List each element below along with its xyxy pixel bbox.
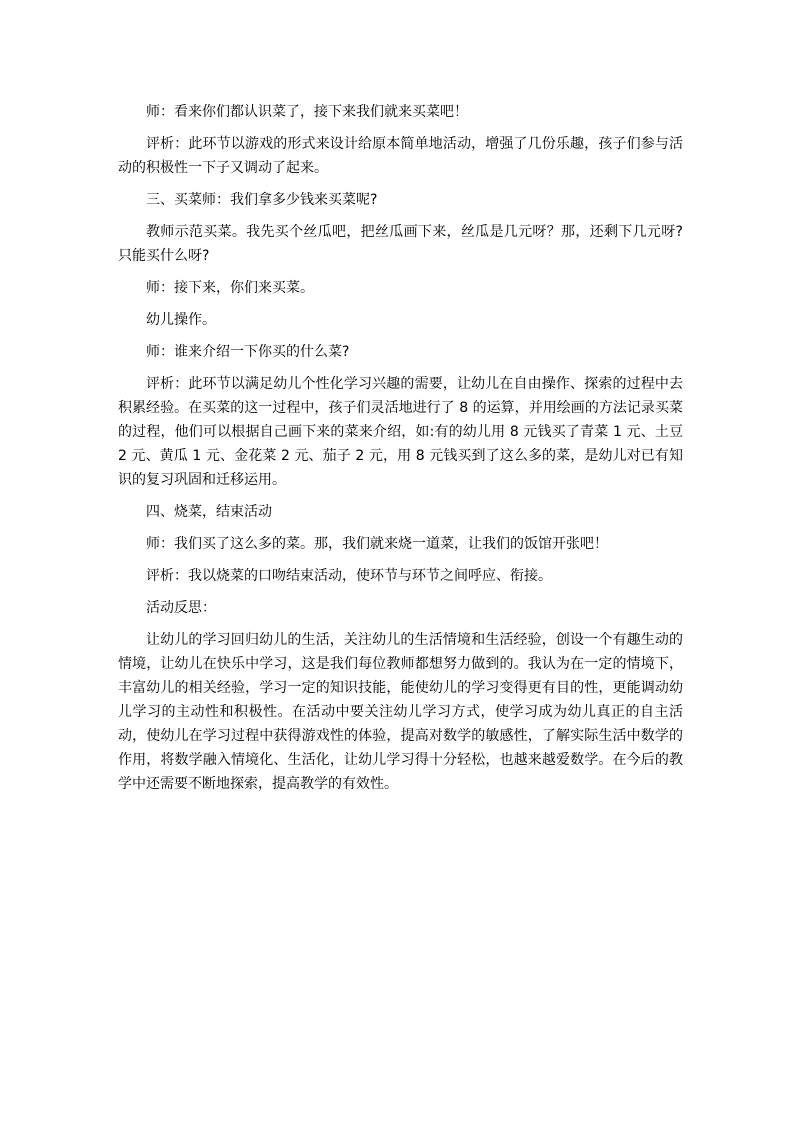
paragraph-teacher-buy-vegetables: 师：看来你们都认识菜了，接下来我们就来买菜吧！ — [146, 104, 468, 120]
paragraph-teacher-demo: 教师示范买菜。我先买个丝瓜吧，把丝瓜画下来，丝瓜是几元呀？那，还剩下几元呀?只能买什么呀? — [118, 224, 683, 264]
paragraph-teacher-next: 师：接下来，你们来买菜。 — [146, 280, 314, 296]
section-heading-reflection: 活动反思： — [146, 600, 216, 616]
paragraph-comment-game: 评析：此环节以游戏的形式来设计给原本简单地活动，增强了几份乐趣，孩子们参与活动的积极性一下子又调动了起来。 — [118, 136, 683, 176]
section-heading-cook: 四、烧菜，结束活动 — [146, 504, 272, 520]
paragraph-child-operation: 幼儿操作。 — [146, 312, 216, 328]
document-page — [118, 100, 683, 804]
paragraph-comment-operation: 评析：此环节以满足幼儿个性化学习兴趣的需要，让幼儿在自由操作、探索的过程中去积累经验。在买菜的这一过程中，孩子们灵活地进行了 8 的运算，并用绘画的方法记录买菜的过程，他们可以根据自己画下来的菜来介绍，如:有的幼儿用 8 元钱买了青菜 1 元、土豆 2 元、黄瓜 1 元、金花菜 2 元、茄子 2 元，用 8 元钱买到了这么多的菜，是幼儿对已有知识的复习巩固和迁移运用。 — [118, 376, 683, 488]
paragraph-teacher-cook: 师：我们买了这么多的菜。那，我们就来烧一道菜，让我们的饭馆开张吧！ — [146, 536, 608, 552]
paragraph-comment-cook: 评析：我以烧菜的口吻结束活动，使环节与环节之间呼应、衔接。 — [146, 568, 552, 584]
paragraph-reflection: 让幼儿的学习回归幼儿的生活，关注幼儿的生活情境和生活经验，创设一个有趣生动的情境，让幼儿在快乐中学习，这是我们每位教师都想努力做到的。我认为在一定的情境下，丰富幼儿的相关经验，学习一定的知识技能，能使幼儿的学习变得更有目的性，更能调动幼儿学习的主动性和积极性。在活动中要关注幼儿学习方式，使学习成为幼儿真正的自主活动，使幼儿在学习过程中获得游戏性的体验，提高对数学的敏感性，了解实际生活中数学的作用，将数学融入情境化、生活化，让幼儿学习得十分轻松，也越来越爱数学。在今后的教学中还需要不断地探索，提高教学的有效性。 — [118, 632, 683, 792]
paragraph-teacher-introduce: 师：谁来介绍一下你买的什么菜? — [146, 344, 350, 360]
section-heading-buy-vegetables: 三、买菜师：我们拿多少钱来买菜呢? — [146, 192, 378, 208]
